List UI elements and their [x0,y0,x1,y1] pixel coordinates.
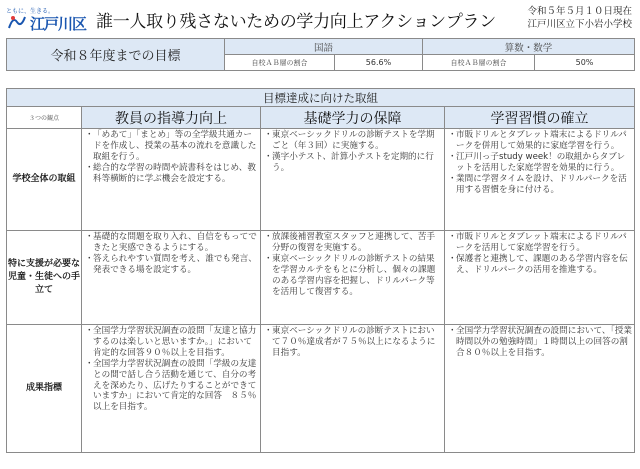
cell-school-wide-basic-skills [261,129,445,231]
math-metric-value: 50% [535,55,635,71]
date-text: 令和５年５月１０日現在 [527,6,632,17]
list-item: ・ 基礎的な問題を取り入れ、自信をもってできたと実感できるようにする。 [85,232,258,254]
perspective-corner-label: ３つの観点 [7,107,82,129]
cell-outcome-basic-skills [261,325,445,453]
target-table [6,38,635,71]
cell-support-teaching [82,231,261,325]
school-name: 江戸川区立下小岩小学校 [527,19,632,30]
list-item: ・ 業間に学習タイムを設け、ドリルパークを活用する習慣を身に付ける。 [448,174,632,196]
action-table [6,88,635,453]
logo-tagline: ともに、生きる。 [6,8,55,15]
city-logo [6,6,88,32]
cell-support-study-habits [445,231,635,325]
row-label-special-support: 特に支援が必要な児童・生徒への手立て [7,231,82,325]
list-item: ・ 東京ベーシックドリルの診断テストにおいて７０％達成者が７５％以上になるように目指す。 [264,326,442,359]
row-label-outcome-indicators: 成果指標 [7,325,82,453]
date-school-block [527,5,632,31]
logo-text: 江戸川区 [30,15,87,33]
subject-math-header: 算数・数学 [423,39,635,55]
column-header-study-habits: 学習習慣の確立 [445,107,635,129]
action-table-title: 目標達成に向けた取組 [7,89,635,107]
japanese-metric-value: 56.6% [335,55,423,71]
math-metric-label: 自校ＡＢ層の割合 [423,55,535,71]
japanese-metric-label: 自校ＡＢ層の割合 [225,55,335,71]
column-header-basic-skills: 基礎学力の保障 [261,107,445,129]
list-item: ・ 答えられやすい質問を考え、誰でも発言、発表できる場を設定する。 [85,254,258,276]
page-title: 誰一人取り残さないための学力向上アクションプラン [96,12,496,32]
list-item: ・ 市販ドリルとタブレット端末によるドリルパークを活用して家庭学習を行う。 [448,232,632,254]
list-item: ・ 全国学力学習状況調査の設問「学級の友達との間で話し合う活動を通じて、自分の考えを深めたり、広げたりすることができていますか」において肯定的な回答 ８５％以上を目指す。 [85,359,258,414]
list-item: ・ 市販ドリルとタブレット端末によるドリルパークを併用して効果的に家庭学習を行う。 [448,130,632,152]
list-item: ・ 江戸川っ子study week！の取組からタブレットを活用した家庭学習を効果的に行う。 [448,152,632,174]
list-item: ・ 「めあて」「まとめ」等の全学級共通カードを作成し、授業の基本の流れを意識した取組を行う。 [85,130,258,163]
cell-outcome-teaching [82,325,261,453]
list-item: ・ 東京ベーシックドリルの診断テストの結果を学習カルテをもとに分析し、個々の課題のある学習内容を把握し、ドリルパーク等を活用して復習する。 [264,254,442,298]
cell-school-wide-study-habits [445,129,635,231]
list-item: ・ 放課後補習教室スタッフと連携して、苦手分野の復習を実施する。 [264,232,442,254]
cell-support-basic-skills [261,231,445,325]
list-item: ・ 東京ベーシックドリルの診断テストを学期ごと（年３回）に実施する。 [264,130,442,152]
row-label-school-wide: 学校全体の取組 [7,129,82,231]
subject-japanese-header: 国語 [225,39,423,55]
cell-school-wide-teaching [82,129,261,231]
list-item: ・ 全国学力学習状況調査の設問において、「授業時間以外の勉強時間」１時間以上の回答の割合８０％以上を目指す。 [448,326,632,359]
logo-mark-icon [8,14,26,30]
column-header-teaching: 教員の指導力向上 [82,107,261,129]
cell-outcome-study-habits [445,325,635,453]
list-item: ・ 漢字小テスト、計算小テストを定期的に行う。 [264,152,442,174]
target-label: 令和８年度までの目標 [7,39,225,71]
list-item: ・ 保護者と連携して、課題のある学習内容を伝え、ドリルパークの活用を推進する。 [448,254,632,276]
list-item: ・ 総合的な学習の時間や読書科をはじめ、教科等横断的に学ぶ機会を設定する。 [85,163,258,185]
list-item: ・ 全国学力学習状況調査の設問「友達と協力するのは楽しいと思いますか。」において肯定的な回答９０％以上を目指す。 [85,326,258,359]
